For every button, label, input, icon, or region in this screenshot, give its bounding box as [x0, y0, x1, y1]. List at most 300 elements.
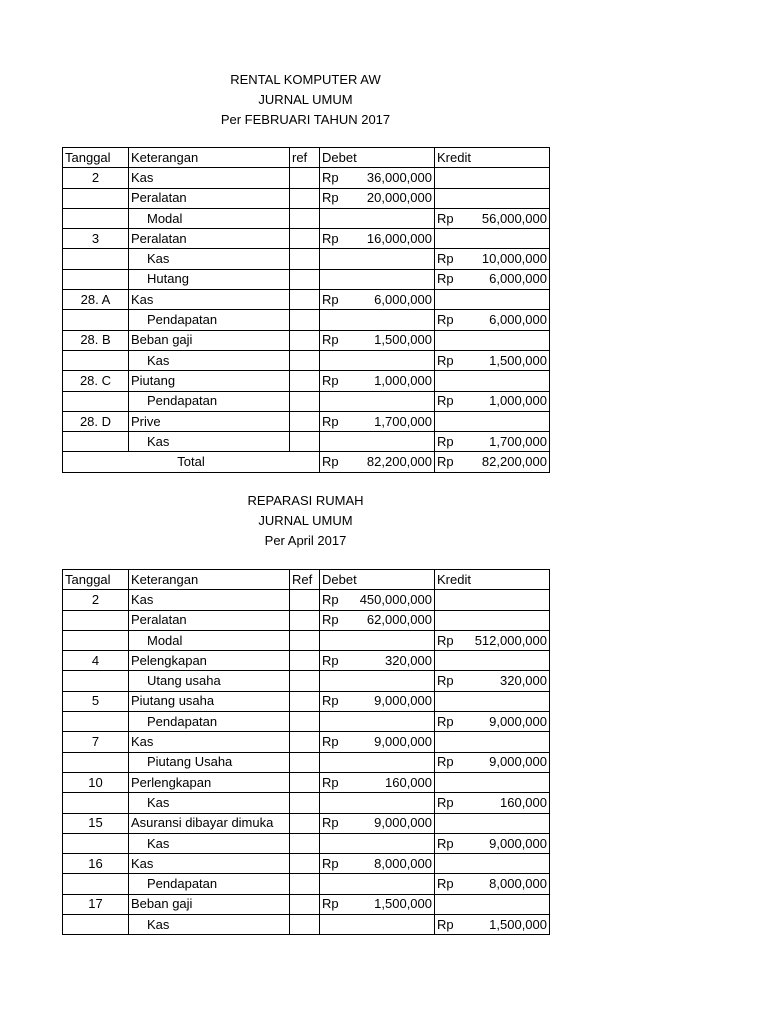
- currency-symbol: Rp: [322, 774, 339, 790]
- table-row: [63, 854, 550, 874]
- row-description: Piutang: [129, 371, 290, 391]
- row-debit: [320, 411, 435, 431]
- table-row: [63, 350, 550, 370]
- row-credit-wrap: [437, 632, 547, 650]
- row-credit: [435, 330, 550, 350]
- header-row: [63, 148, 550, 168]
- row-credit-wrap: [437, 916, 547, 934]
- row-credit: [435, 813, 550, 833]
- table-row: [63, 752, 550, 772]
- currency-symbol: Rp: [437, 454, 454, 470]
- currency-symbol: Rp: [437, 210, 454, 226]
- row-credit-wrap: [437, 250, 547, 268]
- row-description: Piutang usaha: [129, 691, 290, 711]
- row-debit-amount: 20,000,000: [366, 190, 432, 206]
- row-credit-wrap: [437, 794, 547, 812]
- row-ref: [290, 188, 320, 208]
- row-ref: [290, 590, 320, 610]
- row-credit-amount: 1,500,000: [489, 352, 547, 368]
- currency-symbol: Rp: [322, 591, 339, 607]
- table-row: [63, 793, 550, 813]
- row-credit-amount: 9,000,000: [489, 835, 547, 851]
- row-date: 2: [63, 590, 129, 610]
- row-credit-amount: 10,000,000: [481, 251, 547, 267]
- row-date: [63, 188, 129, 208]
- header-debit: Debet: [320, 570, 435, 590]
- currency-symbol: Rp: [322, 190, 339, 206]
- row-ref: [290, 813, 320, 833]
- row-debit-wrap: [322, 814, 432, 832]
- row-date: [63, 712, 129, 732]
- row-credit: [435, 732, 550, 752]
- header-date: Tanggal: [63, 148, 129, 168]
- row-debit-wrap: [322, 372, 432, 390]
- row-ref: [290, 371, 320, 391]
- row-credit-wrap: [437, 210, 547, 228]
- table-row: [63, 269, 550, 289]
- row-debit-amount: 1,700,000: [374, 413, 432, 429]
- row-date: 2: [63, 168, 129, 188]
- row-debit-amount: 1,000,000: [374, 372, 432, 388]
- row-description: Modal: [129, 630, 290, 650]
- total-debit: [320, 452, 435, 472]
- row-credit-wrap: [437, 352, 547, 370]
- row-ref: [290, 630, 320, 650]
- row-credit-wrap: [437, 753, 547, 771]
- table-row: [63, 651, 550, 671]
- row-date: 17: [63, 894, 129, 914]
- row-ref: [290, 874, 320, 894]
- row-debit: [320, 691, 435, 711]
- currency-symbol: Rp: [322, 230, 339, 246]
- row-description: Pendapatan: [129, 712, 290, 732]
- currency-symbol: Rp: [322, 332, 339, 348]
- row-debit: [320, 590, 435, 610]
- row-debit-amount: 1,500,000: [374, 896, 432, 912]
- table-row: [63, 671, 550, 691]
- row-credit: [435, 188, 550, 208]
- row-date: [63, 833, 129, 853]
- row-description: Prive: [129, 411, 290, 431]
- row-ref: [290, 432, 320, 452]
- row-debit-amount: 450,000,000: [359, 591, 432, 607]
- row-description: Kas: [129, 432, 290, 452]
- currency-symbol: Rp: [322, 693, 339, 709]
- row-debit: [320, 915, 435, 935]
- row-debit: [320, 249, 435, 269]
- row-debit-wrap: [322, 230, 432, 248]
- row-date: [63, 432, 129, 452]
- total-debit-amount: 82,200,000: [366, 454, 432, 470]
- row-debit: [320, 671, 435, 691]
- row-credit: [435, 610, 550, 630]
- row-debit-wrap: [322, 692, 432, 710]
- row-debit: [320, 752, 435, 772]
- row-ref: [290, 752, 320, 772]
- row-debit: [320, 350, 435, 370]
- total-credit-amount: 82,200,000: [481, 454, 547, 470]
- row-description: Hutang: [129, 269, 290, 289]
- row-description: Peralatan: [129, 229, 290, 249]
- row-debit-amount: 8,000,000: [374, 855, 432, 871]
- table-row: [63, 732, 550, 752]
- row-debit: [320, 188, 435, 208]
- row-credit: [435, 772, 550, 792]
- table-row: [63, 833, 550, 853]
- total-credit-wrap: [437, 453, 547, 471]
- currency-symbol: Rp: [322, 652, 339, 668]
- row-date: [63, 793, 129, 813]
- table-row: [63, 310, 550, 330]
- currency-symbol: Rp: [322, 855, 339, 871]
- row-debit-amount: 160,000: [385, 774, 432, 790]
- row-credit: [435, 269, 550, 289]
- currency-symbol: Rp: [322, 291, 339, 307]
- row-description: Kas: [129, 793, 290, 813]
- row-ref: [290, 854, 320, 874]
- row-ref: [290, 833, 320, 853]
- row-credit: [435, 432, 550, 452]
- row-credit: [435, 854, 550, 874]
- row-description: Kas: [129, 833, 290, 853]
- row-credit: [435, 371, 550, 391]
- table-row: [63, 371, 550, 391]
- row-ref: [290, 229, 320, 249]
- journal1-table: [62, 147, 550, 473]
- header-credit: Kredit: [435, 570, 550, 590]
- row-credit: [435, 793, 550, 813]
- row-date: 28. C: [63, 371, 129, 391]
- row-credit: [435, 691, 550, 711]
- row-debit-amount: 16,000,000: [366, 230, 432, 246]
- table-row: [63, 610, 550, 630]
- currency-symbol: Rp: [437, 271, 454, 287]
- row-debit: [320, 208, 435, 228]
- journal2-title: [62, 491, 549, 551]
- row-debit-wrap: [322, 855, 432, 873]
- row-debit: [320, 269, 435, 289]
- row-date: [63, 310, 129, 330]
- row-ref: [290, 732, 320, 752]
- currency-symbol: Rp: [437, 393, 454, 409]
- row-ref: [290, 330, 320, 350]
- row-debit-amount: 62,000,000: [366, 612, 432, 628]
- row-debit-wrap: [322, 291, 432, 309]
- row-credit-wrap: [437, 875, 547, 893]
- row-debit-wrap: [322, 169, 432, 187]
- journal1-title: [62, 70, 549, 130]
- row-description: Kas: [129, 915, 290, 935]
- row-debit-wrap: [322, 733, 432, 751]
- table-row: [63, 330, 550, 350]
- currency-symbol: Rp: [437, 251, 454, 267]
- currency-symbol: Rp: [437, 876, 454, 892]
- journal2-company-name: REPARASI RUMAH: [247, 493, 364, 508]
- row-credit-wrap: [437, 433, 547, 451]
- header-ref: ref: [290, 148, 320, 168]
- row-credit: [435, 310, 550, 330]
- row-date: 7: [63, 732, 129, 752]
- journal1-company-name: RENTAL KOMPUTER AW: [230, 72, 381, 87]
- row-debit: [320, 833, 435, 853]
- row-date: 28. B: [63, 330, 129, 350]
- row-credit: [435, 411, 550, 431]
- table-row: [63, 411, 550, 431]
- table-row: [63, 772, 550, 792]
- row-debit-amount: 6,000,000: [374, 291, 432, 307]
- row-debit-wrap: [322, 591, 432, 609]
- row-description: Beban gaji: [129, 330, 290, 350]
- journal2-journal-name: JURNAL UMUM: [258, 513, 353, 528]
- row-debit-wrap: [322, 895, 432, 913]
- row-credit-amount: 9,000,000: [489, 713, 547, 729]
- row-credit-amount: 160,000: [500, 794, 547, 810]
- header-row: [63, 570, 550, 590]
- row-date: [63, 391, 129, 411]
- row-date: [63, 752, 129, 772]
- row-credit: [435, 350, 550, 370]
- row-credit: [435, 208, 550, 228]
- table-row: [63, 874, 550, 894]
- row-date: [63, 874, 129, 894]
- row-date: [63, 249, 129, 269]
- row-debit: [320, 168, 435, 188]
- row-description: Pendapatan: [129, 391, 290, 411]
- row-credit-amount: 9,000,000: [489, 754, 547, 770]
- row-debit: [320, 813, 435, 833]
- currency-symbol: Rp: [437, 794, 454, 810]
- row-date: 15: [63, 813, 129, 833]
- row-credit-amount: 8,000,000: [489, 876, 547, 892]
- row-ref: [290, 772, 320, 792]
- row-credit: [435, 712, 550, 732]
- row-description: Kas: [129, 290, 290, 310]
- row-debit: [320, 630, 435, 650]
- row-debit-amount: 9,000,000: [374, 815, 432, 831]
- row-description: Peralatan: [129, 188, 290, 208]
- row-debit-wrap: [322, 611, 432, 629]
- row-credit-wrap: [437, 392, 547, 410]
- row-description: Kas: [129, 168, 290, 188]
- journal1-period: Per FEBRUARI TAHUN 2017: [220, 112, 391, 127]
- row-date: [63, 671, 129, 691]
- row-credit: [435, 752, 550, 772]
- header-debit: Debet: [320, 148, 435, 168]
- currency-symbol: Rp: [437, 916, 454, 932]
- row-credit: [435, 915, 550, 935]
- row-description: Peralatan: [129, 610, 290, 630]
- row-debit-amount: 320,000: [385, 652, 432, 668]
- row-credit: [435, 290, 550, 310]
- header-description: Keterangan: [129, 148, 290, 168]
- row-debit-amount: 1,500,000: [374, 332, 432, 348]
- table-row: [63, 590, 550, 610]
- row-ref: [290, 610, 320, 630]
- row-ref: [290, 208, 320, 228]
- row-ref: [290, 249, 320, 269]
- row-date: 4: [63, 651, 129, 671]
- table-row: [63, 188, 550, 208]
- row-date: [63, 269, 129, 289]
- row-credit: [435, 651, 550, 671]
- table-row: [63, 168, 550, 188]
- row-date: 10: [63, 772, 129, 792]
- row-debit: [320, 874, 435, 894]
- row-ref: [290, 671, 320, 691]
- row-ref: [290, 168, 320, 188]
- row-ref: [290, 411, 320, 431]
- row-debit-amount: 9,000,000: [374, 734, 432, 750]
- row-description: Kas: [129, 350, 290, 370]
- currency-symbol: Rp: [437, 433, 454, 449]
- row-debit: [320, 854, 435, 874]
- row-credit-wrap: [437, 713, 547, 731]
- header-description: Keterangan: [129, 570, 290, 590]
- currency-symbol: Rp: [437, 632, 454, 648]
- table-row: [63, 391, 550, 411]
- row-credit: [435, 229, 550, 249]
- row-credit-amount: 1,000,000: [489, 393, 547, 409]
- row-debit-amount: 9,000,000: [374, 693, 432, 709]
- row-credit: [435, 874, 550, 894]
- row-credit-amount: 1,700,000: [489, 433, 547, 449]
- row-debit: [320, 772, 435, 792]
- header-ref: Ref: [290, 570, 320, 590]
- currency-symbol: Rp: [437, 352, 454, 368]
- row-ref: [290, 310, 320, 330]
- row-credit: [435, 833, 550, 853]
- row-credit: [435, 671, 550, 691]
- journal2-period: Per April 2017: [264, 533, 347, 548]
- row-debit-wrap: [322, 774, 432, 792]
- journal1-journal-name: JURNAL UMUM: [258, 92, 353, 107]
- row-date: 28. D: [63, 411, 129, 431]
- total-credit: [435, 452, 550, 472]
- row-credit: [435, 590, 550, 610]
- table-row: [63, 229, 550, 249]
- row-description: Kas: [129, 732, 290, 752]
- row-debit: [320, 371, 435, 391]
- row-debit: [320, 290, 435, 310]
- table-row: [63, 691, 550, 711]
- row-description: Utang usaha: [129, 671, 290, 691]
- table-row: [63, 712, 550, 732]
- total-label: Total: [63, 452, 320, 472]
- row-description: Kas: [129, 249, 290, 269]
- total-debit-wrap: [322, 453, 432, 471]
- table-row: [63, 208, 550, 228]
- row-ref: [290, 290, 320, 310]
- row-date: 5: [63, 691, 129, 711]
- row-credit: [435, 249, 550, 269]
- row-date: [63, 915, 129, 935]
- row-description: Asuransi dibayar dimuka: [129, 813, 290, 833]
- row-credit-wrap: [437, 672, 547, 690]
- row-debit: [320, 330, 435, 350]
- row-ref: [290, 350, 320, 370]
- row-debit: [320, 432, 435, 452]
- table-row: [63, 290, 550, 310]
- header-date: Tanggal: [63, 570, 129, 590]
- journal2-table: [62, 569, 550, 935]
- row-credit-amount: 56,000,000: [481, 210, 547, 226]
- total-row: [63, 452, 550, 472]
- row-credit-amount: 1,500,000: [489, 916, 547, 932]
- row-ref: [290, 915, 320, 935]
- row-debit-wrap: [322, 652, 432, 670]
- table-row: [63, 249, 550, 269]
- row-credit: [435, 168, 550, 188]
- row-credit-wrap: [437, 311, 547, 329]
- row-date: [63, 350, 129, 370]
- row-description: Pendapatan: [129, 310, 290, 330]
- currency-symbol: Rp: [322, 454, 339, 470]
- row-ref: [290, 894, 320, 914]
- row-debit: [320, 651, 435, 671]
- currency-symbol: Rp: [437, 835, 454, 851]
- row-ref: [290, 391, 320, 411]
- row-date: [63, 610, 129, 630]
- row-ref: [290, 651, 320, 671]
- row-debit: [320, 610, 435, 630]
- row-description: Kas: [129, 854, 290, 874]
- row-debit: [320, 229, 435, 249]
- row-description: Pendapatan: [129, 874, 290, 894]
- row-description: Perlengkapan: [129, 772, 290, 792]
- row-description: Beban gaji: [129, 894, 290, 914]
- row-debit-wrap: [322, 413, 432, 431]
- currency-symbol: Rp: [437, 713, 454, 729]
- row-debit: [320, 894, 435, 914]
- row-credit-amount: 6,000,000: [489, 271, 547, 287]
- row-credit-amount: 6,000,000: [489, 312, 547, 328]
- header-credit: Kredit: [435, 148, 550, 168]
- currency-symbol: Rp: [437, 754, 454, 770]
- row-debit-amount: 36,000,000: [366, 169, 432, 185]
- table-row: [63, 813, 550, 833]
- row-credit-amount: 512,000,000: [474, 632, 547, 648]
- row-debit: [320, 732, 435, 752]
- currency-symbol: Rp: [437, 312, 454, 328]
- row-credit: [435, 391, 550, 411]
- row-debit-wrap: [322, 189, 432, 207]
- table-row: [63, 915, 550, 935]
- row-description: Piutang Usaha: [129, 752, 290, 772]
- table-row: [63, 432, 550, 452]
- row-debit-wrap: [322, 331, 432, 349]
- row-date: 3: [63, 229, 129, 249]
- currency-symbol: Rp: [322, 815, 339, 831]
- currency-symbol: Rp: [322, 413, 339, 429]
- row-ref: [290, 793, 320, 813]
- row-debit: [320, 310, 435, 330]
- row-credit: [435, 894, 550, 914]
- row-ref: [290, 691, 320, 711]
- currency-symbol: Rp: [322, 896, 339, 912]
- row-credit-wrap: [437, 835, 547, 853]
- currency-symbol: Rp: [322, 372, 339, 388]
- row-date: [63, 208, 129, 228]
- row-date: 16: [63, 854, 129, 874]
- row-ref: [290, 269, 320, 289]
- row-credit-wrap: [437, 270, 547, 288]
- row-ref: [290, 712, 320, 732]
- row-debit: [320, 712, 435, 732]
- table-row: [63, 630, 550, 650]
- row-debit: [320, 793, 435, 813]
- row-description: Kas: [129, 590, 290, 610]
- currency-symbol: Rp: [322, 169, 339, 185]
